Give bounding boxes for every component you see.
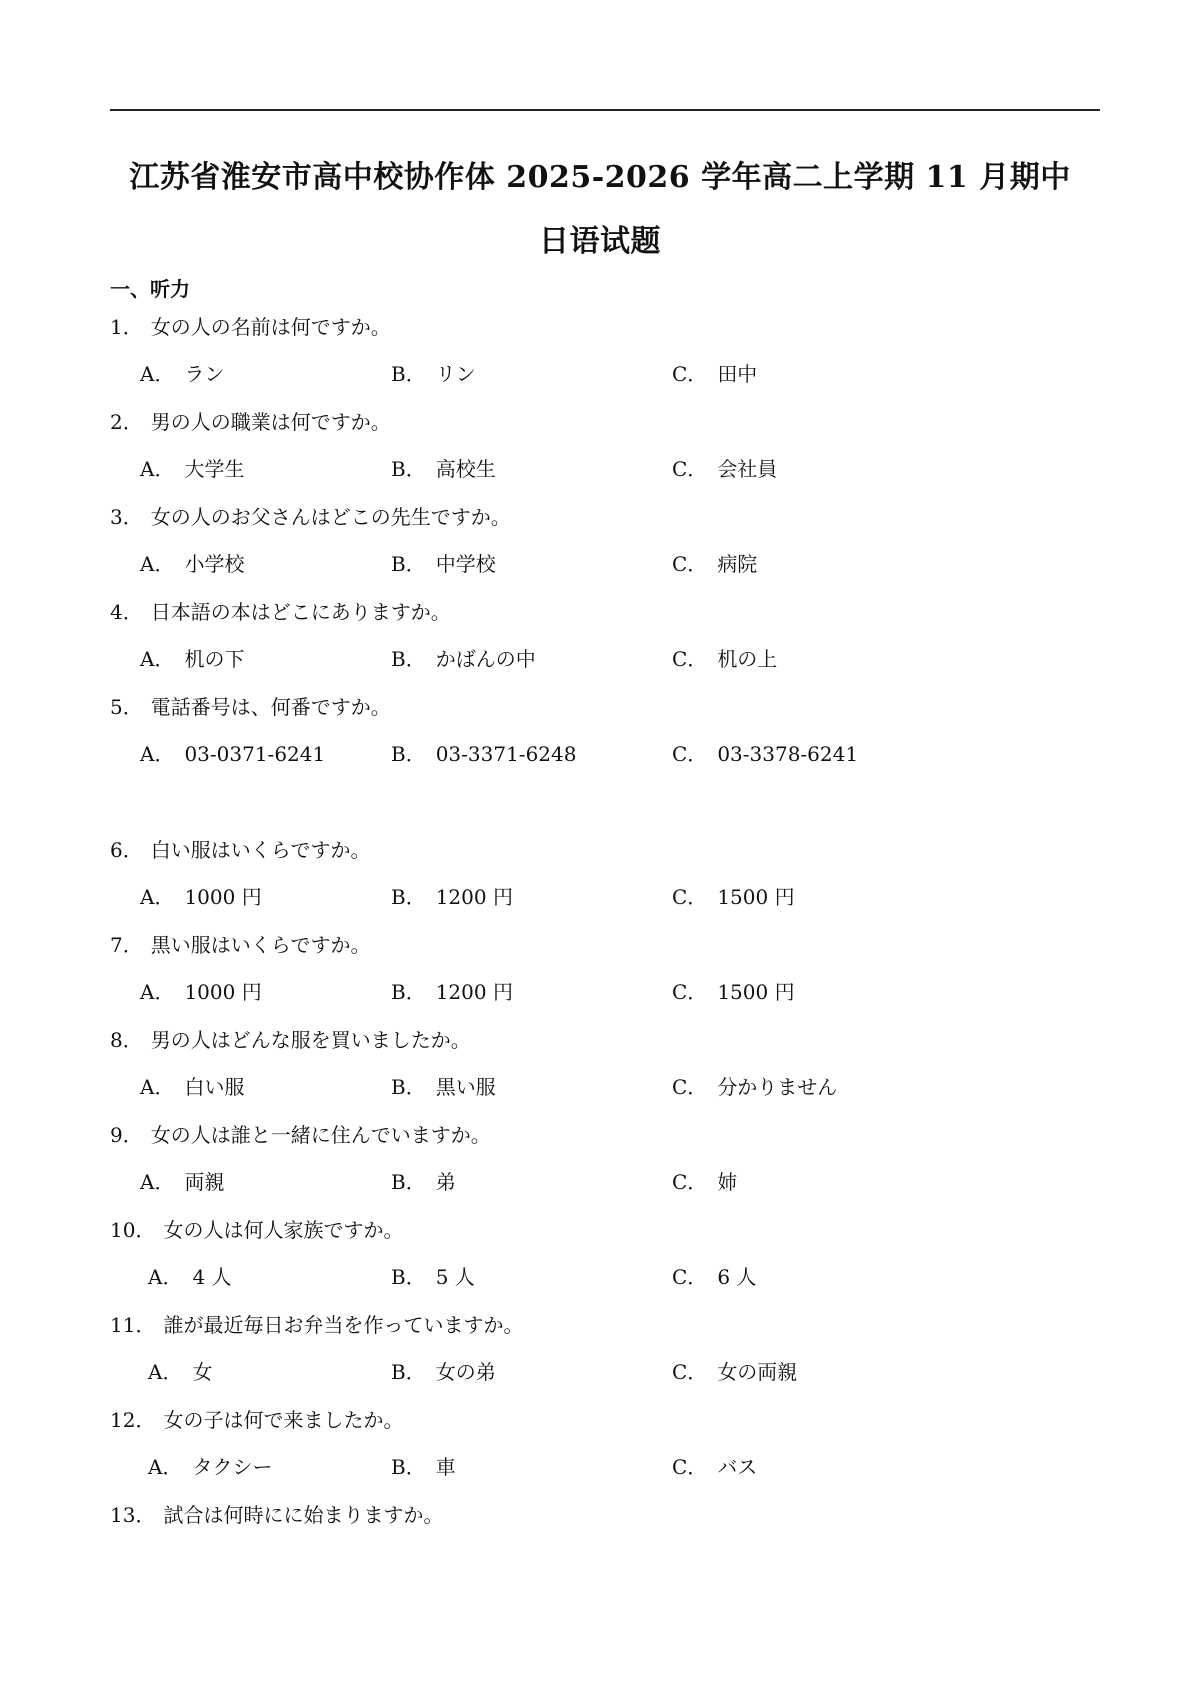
header-rule	[110, 109, 1100, 111]
question-9	[0, 1122, 1200, 1222]
question-number: 6．	[110, 838, 143, 862]
question-text: 女の人のお父さんはどこの先生ですか。	[150, 505, 511, 529]
question-number: 8．	[110, 1028, 143, 1052]
option-a: A． 机の下	[140, 647, 245, 671]
option-a: A． 1000 円	[140, 885, 262, 909]
option-c: C． 姉	[672, 1170, 738, 1194]
question-text: 白い服はいくらですか。	[150, 838, 371, 862]
question-8	[0, 1027, 1200, 1127]
question-text: 女の人は何人家族ですか。	[163, 1218, 404, 1242]
option-b: B． 高校生	[391, 457, 496, 481]
section-heading-listening: 一、听力	[110, 277, 190, 301]
question-stem	[110, 1122, 491, 1148]
option-b: B． 5 人	[391, 1265, 475, 1289]
question-number: 5．	[110, 695, 143, 719]
option-a: A． ラン	[140, 362, 225, 386]
question-text: 女の子は何で来ましたか。	[163, 1408, 404, 1432]
option-a: A． 4 人	[148, 1265, 232, 1289]
question-2	[0, 409, 1200, 509]
question-text: 日本語の本はどこにありますか。	[150, 600, 451, 624]
option-c: C． 1500 円	[672, 885, 795, 909]
question-10	[0, 1217, 1200, 1317]
question-stem	[110, 409, 391, 435]
question-number: 10．	[110, 1218, 156, 1242]
question-stem	[110, 837, 371, 863]
option-c: C． 03-3378-6241	[672, 742, 859, 766]
question-3	[0, 504, 1200, 604]
option-c: C． バス	[672, 1455, 758, 1479]
question-6	[0, 837, 1200, 937]
option-a: A． 女	[148, 1360, 213, 1384]
option-b: B． 弟	[391, 1170, 456, 1194]
option-c: C． 1500 円	[672, 980, 795, 1004]
question-stem	[110, 599, 451, 625]
question-stem	[110, 1312, 523, 1338]
question-stem	[110, 694, 391, 720]
question-stem	[110, 1407, 403, 1433]
question-text: 男の人はどんな服を買いましたか。	[150, 1028, 471, 1052]
question-number: 2．	[110, 410, 143, 434]
question-text: 女の人の名前は何ですか。	[150, 315, 391, 339]
question-5	[0, 694, 1200, 794]
option-c: C． 分かりません	[672, 1075, 838, 1099]
question-text: 試合は何時にに始まりますか。	[163, 1503, 444, 1527]
question-11	[0, 1312, 1200, 1412]
option-b: B． 車	[391, 1455, 456, 1479]
question-text: 誰が最近毎日お弁当を作っていますか。	[163, 1313, 524, 1337]
exam-subtitle: 日语试题	[539, 224, 661, 259]
option-b: B． 1200 円	[391, 980, 513, 1004]
question-number: 3．	[110, 505, 143, 529]
option-b: B． 中学校	[391, 552, 496, 576]
question-4	[0, 599, 1200, 699]
option-a: A． 小学校	[140, 552, 245, 576]
option-c: C． 病院	[672, 552, 758, 576]
question-stem	[110, 1502, 443, 1528]
question-number: 11．	[110, 1313, 156, 1337]
question-number: 12．	[110, 1408, 156, 1432]
question-text: 女の人は誰と一緒に住んでいますか。	[150, 1123, 491, 1147]
option-b: B． 1200 円	[391, 885, 513, 909]
option-a: A． 両親	[140, 1170, 225, 1194]
option-c: C． 会社員	[672, 457, 778, 481]
question-number: 7．	[110, 933, 143, 957]
question-stem	[110, 1217, 403, 1243]
option-b: B． リン	[391, 362, 476, 386]
question-number: 1．	[110, 315, 143, 339]
question-number: 4．	[110, 600, 143, 624]
question-stem	[110, 1027, 471, 1053]
option-c: C． 女の両親	[672, 1360, 798, 1384]
option-b: B． 03-3371-6248	[391, 742, 577, 766]
question-text: 男の人の職業は何ですか。	[150, 410, 391, 434]
option-a: A． 1000 円	[140, 980, 262, 1004]
option-a: A． タクシー	[148, 1455, 273, 1479]
question-text: 電話番号は、何番ですか。	[150, 695, 391, 719]
question-stem	[110, 314, 391, 340]
option-b: B． 女の弟	[391, 1360, 496, 1384]
option-c: C． 机の上	[672, 647, 778, 671]
question-12	[0, 1407, 1200, 1507]
question-stem	[110, 932, 371, 958]
question-1	[0, 314, 1200, 414]
option-a: A． 白い服	[140, 1075, 245, 1099]
option-a: A． 03-0371-6241	[140, 742, 326, 766]
option-a: A． 大学生	[140, 457, 245, 481]
question-number: 9．	[110, 1123, 143, 1147]
option-b: B． かばんの中	[391, 647, 536, 671]
option-b: B． 黒い服	[391, 1075, 496, 1099]
question-number: 13．	[110, 1503, 156, 1527]
question-text: 黒い服はいくらですか。	[150, 933, 371, 957]
option-c: C． 6 人	[672, 1265, 757, 1289]
option-c: C． 田中	[672, 362, 758, 386]
question-stem	[110, 504, 511, 530]
question-7	[0, 932, 1200, 1032]
question-13	[0, 1502, 1200, 1602]
exam-title: 江苏省淮安市高中校协作体 2025-2026 学年高二上学期 11 月期中	[129, 160, 1071, 195]
